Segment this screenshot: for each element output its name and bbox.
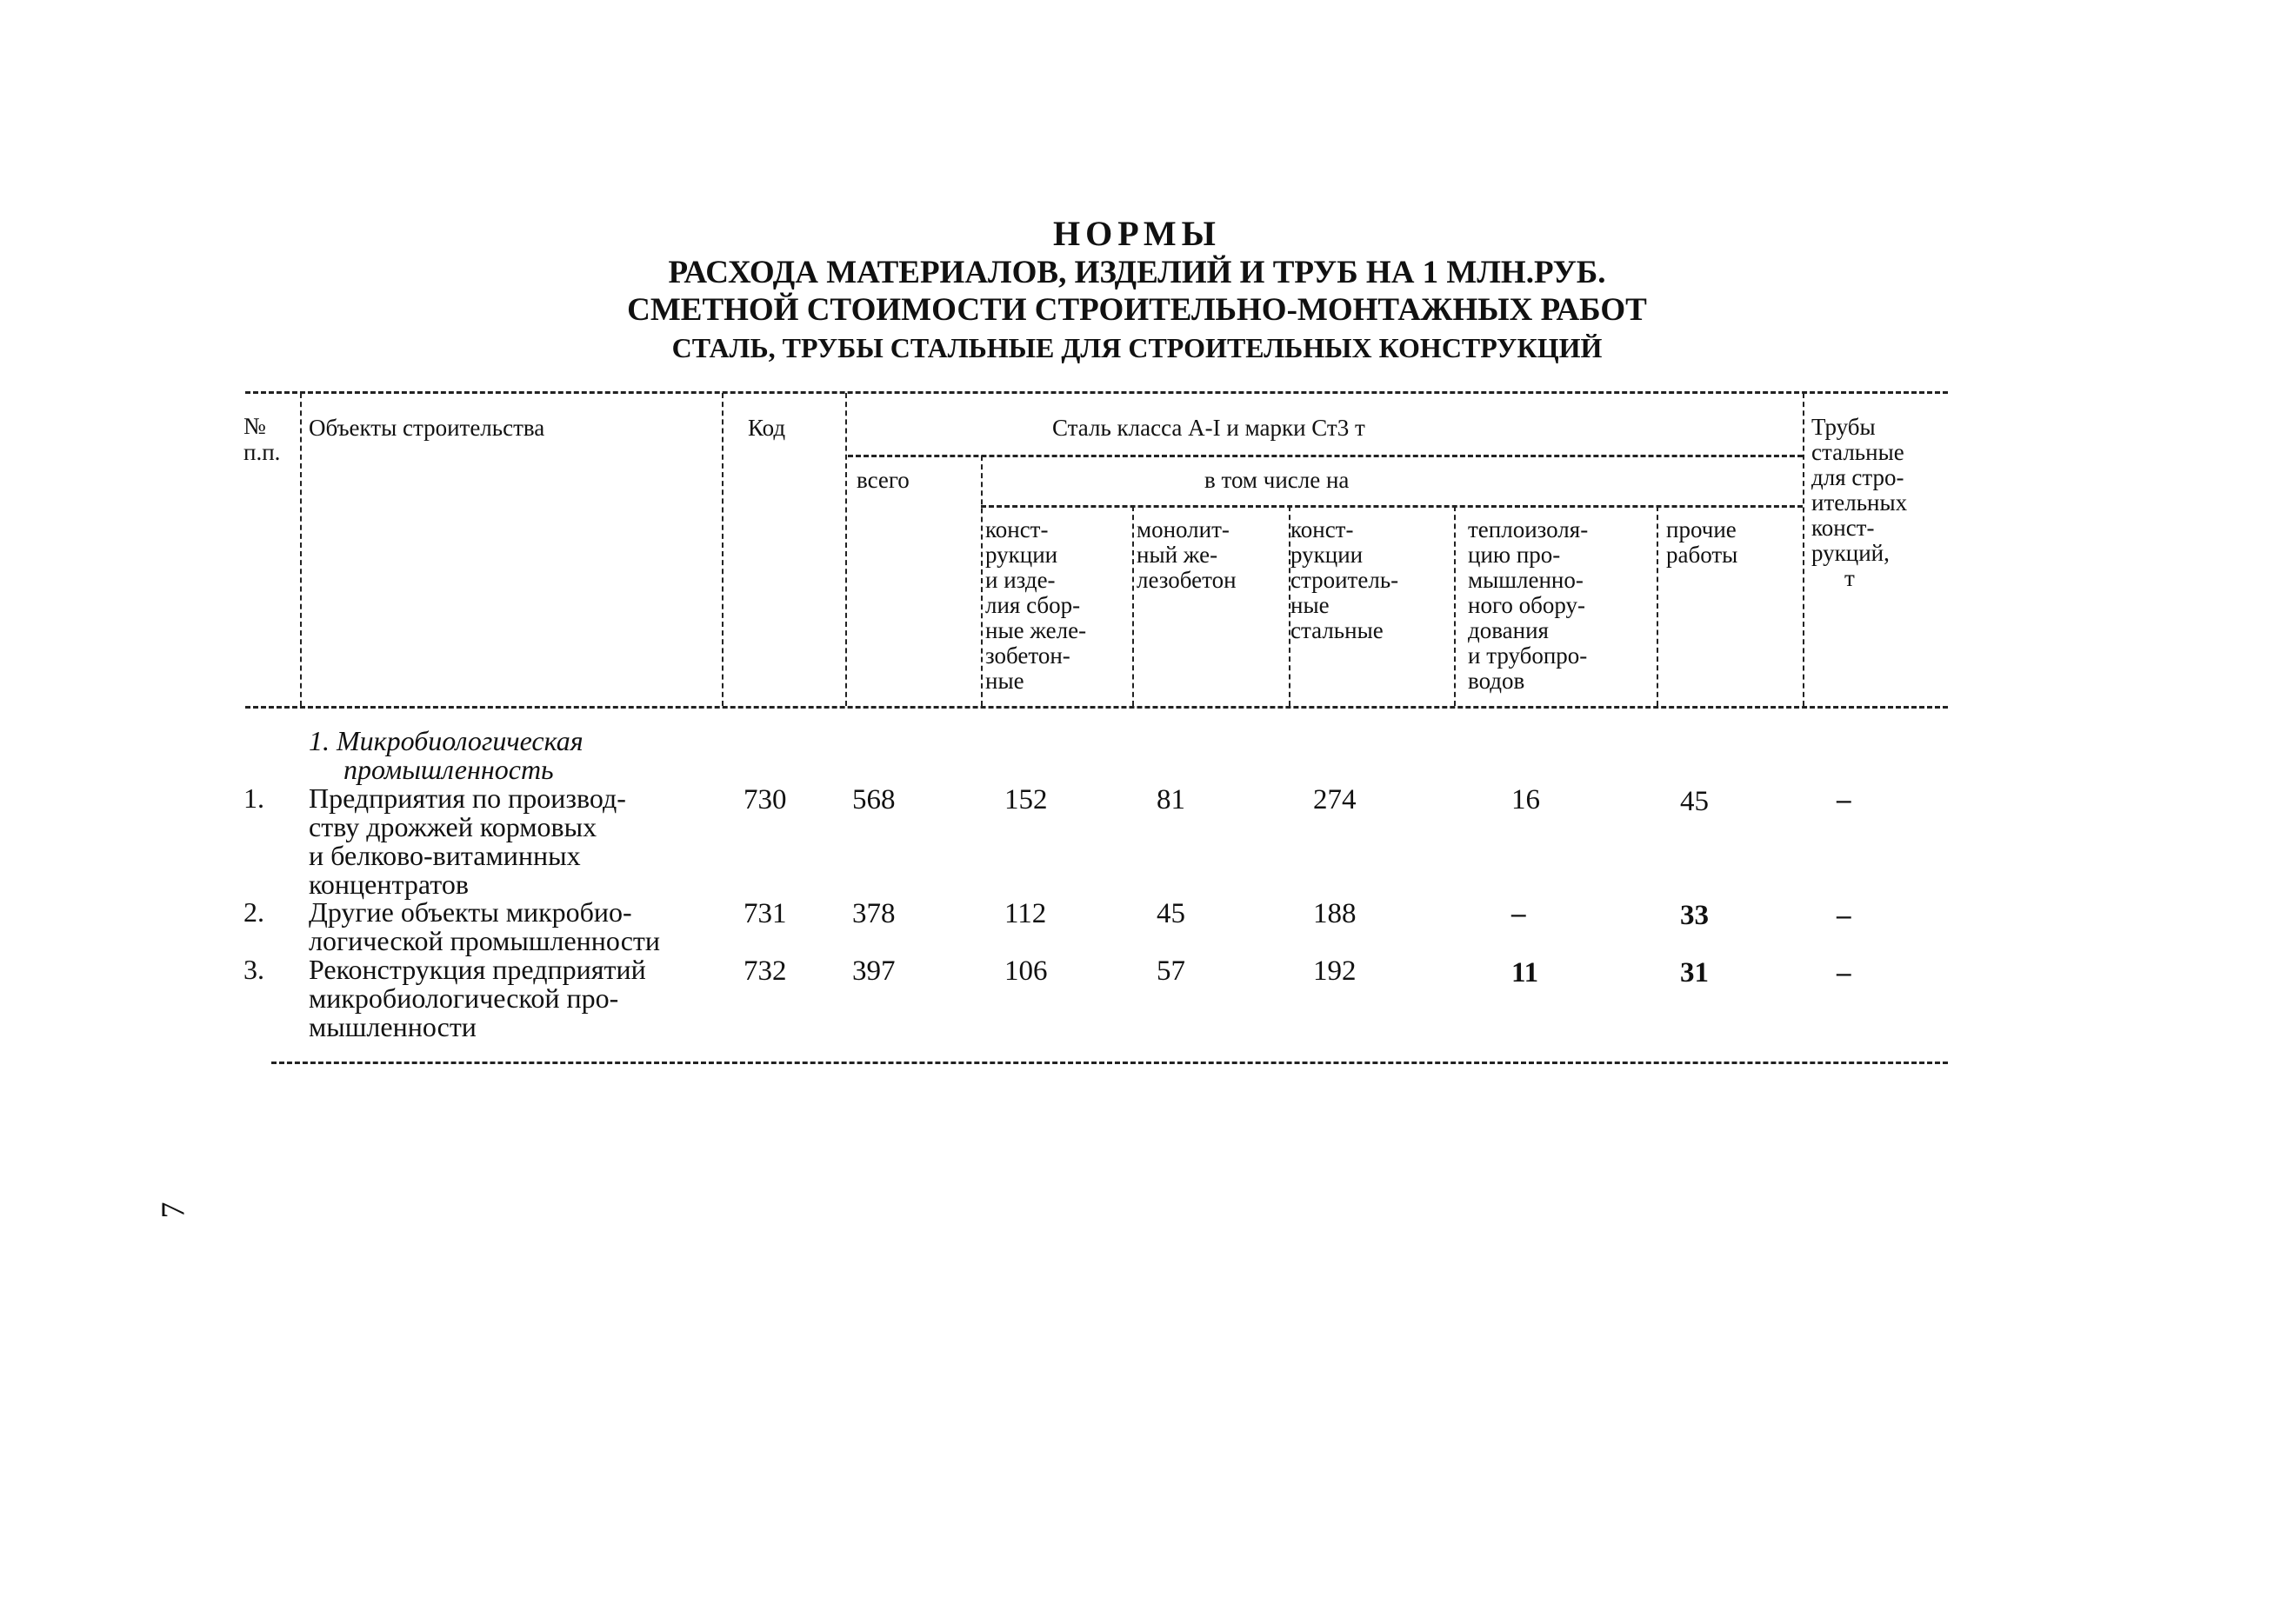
page-number: 7	[155, 1201, 192, 1219]
including-group-rule	[981, 505, 1803, 508]
header-c4: теплоизоля- цию про- мышленно- ного обору- дования и трубопро- водов	[1468, 516, 1589, 694]
col-divider-num	[300, 393, 302, 706]
row-c3: 274	[1313, 784, 1357, 815]
row-pipes: –	[1837, 784, 1851, 815]
row-num: 1.	[243, 782, 264, 814]
row-c4: –	[1511, 898, 1526, 929]
row-c5: 31	[1680, 957, 1709, 988]
header-num: № п.п.	[243, 413, 281, 465]
col-divider-code	[845, 393, 847, 706]
row-code: 732	[744, 955, 787, 987]
row-code: 731	[744, 898, 787, 929]
header-code: Код	[748, 415, 786, 441]
document-title: НОРМЫ	[1053, 214, 1221, 253]
header-c1: конст- рукции и изде- лия сбор- ные желе- зобетон- ные	[985, 516, 1087, 694]
document-subtitle-2: СМЕТНОЙ СТОИМОСТИ СТРОИТЕЛЬНО-МОНТАЖНЫХ РАБОТ	[627, 292, 1647, 328]
section-heading: 1. Микробиологическая промышленность	[309, 725, 584, 785]
header-c3: конст- рукции строитель- ные стальные	[1290, 516, 1399, 643]
row-c1: 106	[1004, 955, 1048, 987]
row-total: 568	[852, 784, 896, 815]
header-c2: монолит- ный же- лезобетон	[1137, 516, 1237, 593]
row-c4: 16	[1511, 784, 1540, 815]
row-total: 378	[852, 898, 896, 929]
row-c5: 45	[1680, 786, 1709, 817]
col-divider-c4	[1657, 506, 1658, 706]
row-c2: 45	[1157, 898, 1185, 929]
header-total: всего	[857, 467, 910, 493]
row-c4: 11	[1511, 957, 1539, 988]
col-divider-c3	[1454, 506, 1456, 706]
row-c3: 188	[1313, 898, 1357, 929]
row-num: 2.	[243, 896, 264, 928]
row-c1: 112	[1004, 898, 1047, 929]
row-num: 3.	[243, 954, 264, 985]
document-subtitle-3: СТАЛЬ, ТРУБЫ СТАЛЬНЫЕ ДЛЯ СТРОИТЕЛЬНЫХ КОНСТРУКЦИЙ	[671, 332, 1603, 363]
row-total: 397	[852, 955, 896, 987]
row-c1: 152	[1004, 784, 1048, 815]
row-object-name: Предприятия по производ- ству дрожжей кормовых и белково-витаминных концентратов	[309, 782, 626, 900]
header-including: в том числе на	[1204, 467, 1350, 493]
row-object-name: Другие объекты микробио- логической промышленности	[309, 896, 660, 956]
col-divider-objects	[722, 393, 724, 706]
row-pipes: –	[1837, 900, 1851, 931]
header-objects: Объекты строительства	[309, 415, 545, 441]
row-code: 730	[744, 784, 787, 815]
header-c5: прочие работы	[1666, 516, 1738, 568]
col-divider-pipes	[1803, 393, 1804, 706]
row-pipes: –	[1837, 957, 1851, 988]
header-steel-group: Сталь класса А-I и марки Ст3 т	[1052, 415, 1365, 441]
table-bottom-rule	[271, 1062, 1948, 1064]
row-c2: 81	[1157, 784, 1185, 815]
row-c3: 192	[1313, 955, 1357, 987]
steel-group-rule	[848, 455, 1803, 457]
row-c2: 57	[1157, 955, 1185, 987]
col-divider-c1	[1132, 506, 1134, 706]
col-divider-total	[981, 456, 983, 706]
document-subtitle-1: РАСХОДА МАТЕРИАЛОВ, ИЗДЕЛИЙ И ТРУБ НА 1 МЛН.РУБ.	[668, 255, 1606, 290]
header-bottom-rule	[245, 706, 1948, 709]
row-object-name: Реконструкция предприятий микробиологической про- мышленности	[309, 954, 646, 1042]
table-top-rule	[245, 391, 1948, 394]
row-c5: 33	[1680, 900, 1709, 931]
header-pipes: Трубы стальные для стро- ительных конст- рукций, т	[1811, 414, 1908, 591]
